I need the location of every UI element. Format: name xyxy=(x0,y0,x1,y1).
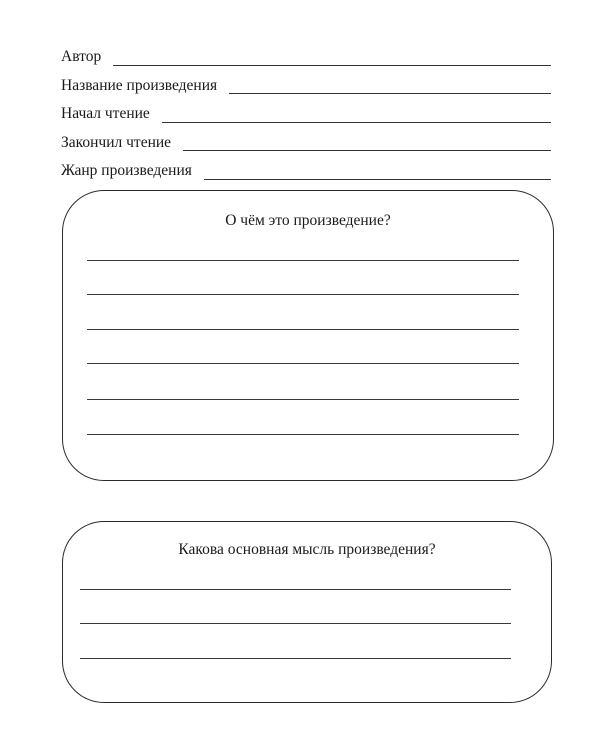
field-author-input-line[interactable] xyxy=(113,64,551,66)
field-end-date-label: Закончил чтение xyxy=(61,133,172,151)
field-genre-input-line[interactable] xyxy=(204,178,551,180)
question-box-summary xyxy=(62,190,554,481)
field-title-input-line[interactable] xyxy=(229,92,551,94)
field-end-date xyxy=(61,124,551,153)
field-end-date-input-line[interactable] xyxy=(183,149,551,151)
answer-line[interactable] xyxy=(87,294,519,295)
field-start-date-label: Начал чтение xyxy=(61,105,150,122)
answer-line[interactable] xyxy=(80,589,511,590)
answer-line[interactable] xyxy=(87,399,519,400)
field-start-date xyxy=(61,95,551,124)
field-author-label: Автор xyxy=(61,48,102,65)
field-title xyxy=(61,67,551,96)
answer-line[interactable] xyxy=(87,260,519,261)
field-start-date-input-line[interactable] xyxy=(162,121,551,123)
question-summary-title: О чём это произведение? xyxy=(225,212,391,229)
answer-line[interactable] xyxy=(87,434,519,435)
field-genre xyxy=(61,152,551,181)
field-genre-label: Жанр произведения xyxy=(61,162,192,179)
question-main-idea-title: Какова основная мысль произведения? xyxy=(178,541,436,558)
answer-line[interactable] xyxy=(87,329,519,330)
answer-line[interactable] xyxy=(80,623,511,624)
answer-line[interactable] xyxy=(80,658,511,659)
field-title-label: Название произведения xyxy=(61,76,218,94)
question-box-main-idea xyxy=(62,521,552,703)
field-author xyxy=(61,38,551,67)
book-info-fields xyxy=(61,38,551,181)
answer-line[interactable] xyxy=(87,363,519,364)
